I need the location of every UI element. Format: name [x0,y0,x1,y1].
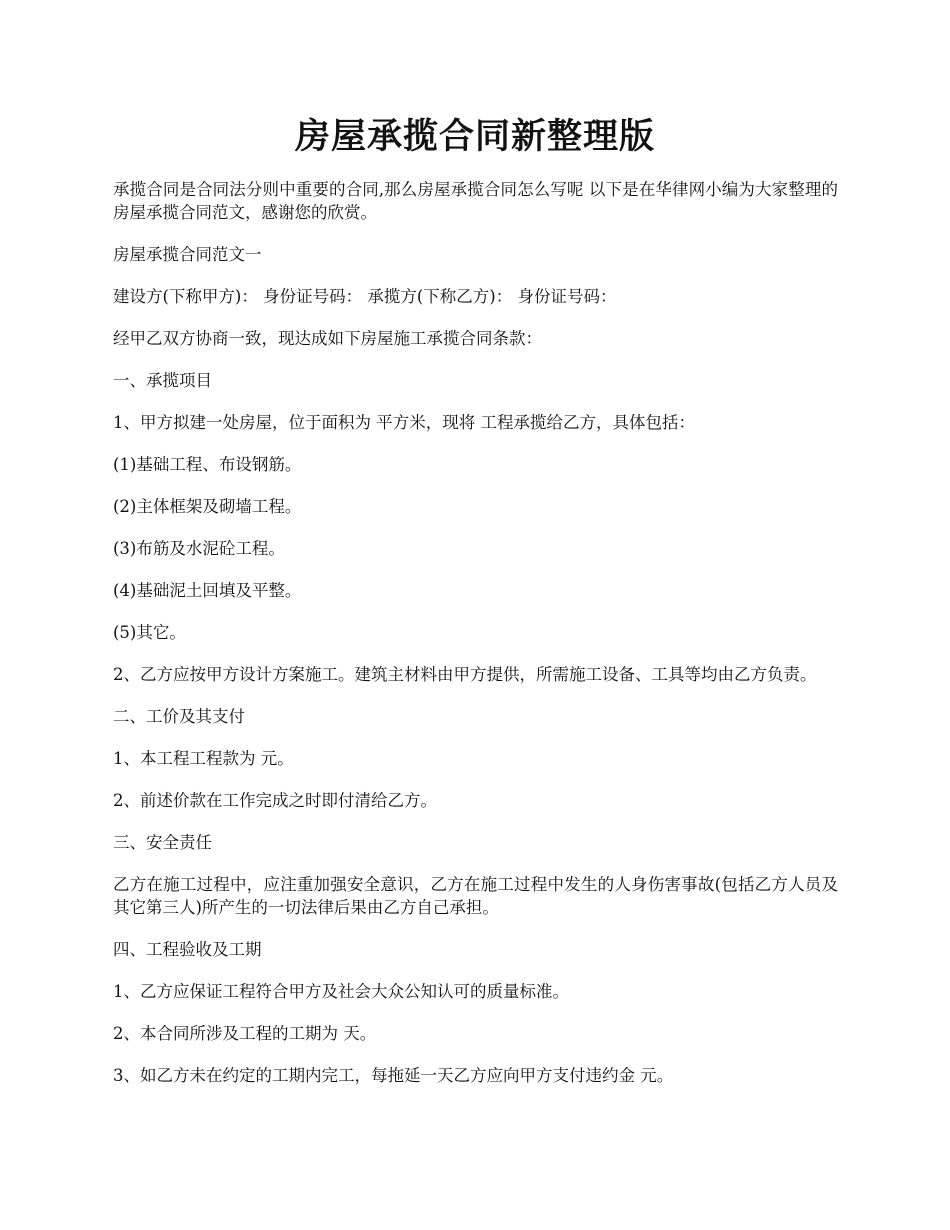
list-item: (3)布筋及水泥砼工程。 [113,539,285,558]
section-heading-acceptance: 四、工程验收及工期 [113,940,262,959]
paragraph-parties: 建设方(下称甲方)： 身份证号码： 承揽方(下称乙方)： 身份证号码： [113,287,617,306]
section-heading-safety: 三、安全责任 [113,833,212,852]
section-heading-payment: 二、工价及其支付 [113,707,245,726]
paragraph-sample-heading: 房屋承揽合同范文一 [113,245,262,264]
document-body [113,178,838,1106]
clause-1-1: 1、甲方拟建一处房屋，位于面积为 平方米，现将 工程承揽给乙方，具体包括： [113,413,695,432]
paragraph-agreement: 经甲乙双方协商一致，现达成如下房屋施工承揽合同条款： [113,329,542,348]
document-title: 房屋承揽合同新整理版 [294,116,655,157]
clause-1-2: 2、乙方应按甲方设计方案施工。建筑主材料由甲方提供，所需施工设备、工具等均由乙方负责。 [113,665,817,684]
section-heading-project: 一、承揽项目 [113,371,212,390]
list-item: (2)主体框架及砌墙工程。 [113,497,302,516]
paragraph-intro: 承揽合同是合同法分则中重要的合同,那么房屋承揽合同怎么写呢 以下是在华律网小编为大家整理的房屋承揽合同范文，感谢您的欣赏。 [113,180,838,222]
list-item: (5)其它。 [113,623,186,642]
list-item: (1)基础工程、布设钢筋。 [113,455,302,474]
clause-4-2: 2、本合同所涉及工程的工期为 天。 [113,1024,377,1043]
clause-2-1: 1、本工程工程款为 元。 [113,749,294,768]
list-item: (4)基础泥土回填及平整。 [113,581,302,600]
clause-4-1: 1、乙方应保证工程符合甲方及社会大众公知认可的质量标准。 [113,982,569,1001]
clause-3: 乙方在施工过程中，应注重加强安全意识，乙方在施工过程中发生的人身伤害事故(包括乙方人员及其它第三人)所产生的一切法律后果由乙方自己承担。 [113,875,838,917]
clause-2-2: 2、前述价款在工作完成之时即付清给乙方。 [113,791,437,810]
clause-4-3: 3、如乙方未在约定的工期内完工，每拖延一天乙方应向甲方支付违约金 元。 [113,1066,674,1085]
